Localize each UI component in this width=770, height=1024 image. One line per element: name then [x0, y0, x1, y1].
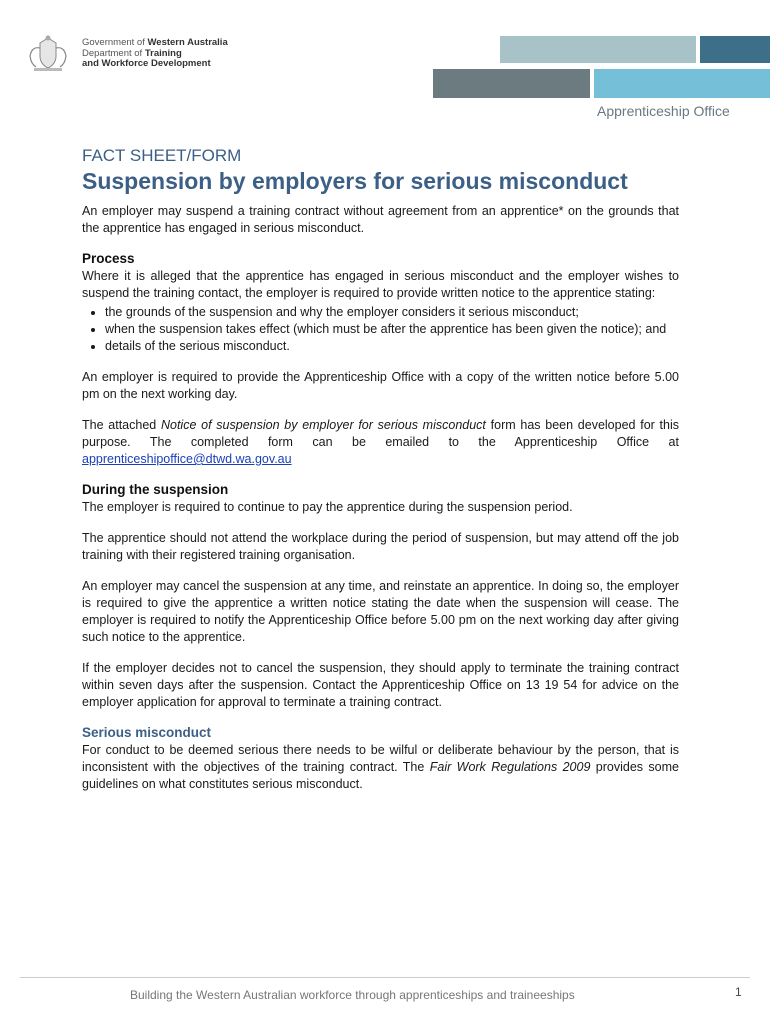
header-bar-light-teal: [500, 36, 696, 63]
list-item: • when the suspension takes effect (which must be after the apprentice has been given the notice); and: [105, 321, 679, 338]
list-item: • details of the serious misconduct.: [105, 338, 679, 355]
page-number: 1: [735, 985, 742, 999]
coat-of-arms-icon: [22, 34, 74, 74]
misconduct-heading: Serious misconduct: [82, 725, 212, 740]
header-bar-sky-blue: [594, 69, 770, 98]
intro-paragraph: An employer may suspend a training contract without agreement from an apprentice* on the grounds that the apprentice has engaged in serious misconduct.: [82, 204, 679, 235]
government-wordmark: Government of Western Australia Department of Training and Workforce Development: [82, 37, 228, 69]
footer-tagline: Building the Western Australian workforce through apprenticeships and traineeships: [130, 988, 575, 1002]
misconduct-paragraph: For conduct to be deemed serious there needs to be wilful or deliberate behaviour by the person, that is inconsistent with the objectives of the training contract. The Fair Work Regulations 2009 provides some guidelines on what constitutes serious misconduct.: [82, 743, 679, 791]
during-paragraph-4: If the employer decides not to cancel the suspension, they should apply to terminate the training contract within seven days after the suspension. Contact the Apprenticeship Office on 13 19 54 for advice on the employer application for approval to terminate a training contract.: [82, 661, 679, 709]
page-title: Suspension by employers for serious misconduct: [82, 168, 628, 194]
header-bar-grey: [433, 69, 590, 98]
process-paragraph-2: An employer is required to provide the Apprenticeship Office with a copy of the written notice before 5.00 pm on the next working day.: [82, 370, 679, 401]
process-paragraph: Where it is alleged that the apprentice has engaged in serious misconduct and the employer wishes to suspend the training contact, the employer is required to provide written notice to the apprentice stating:: [82, 269, 679, 300]
during-paragraph-1: The employer is required to continue to pay the apprentice during the suspension period.: [82, 500, 573, 514]
footer-divider: [20, 977, 750, 978]
during-heading: During the suspension: [82, 482, 229, 497]
office-label: Apprenticeship Office: [597, 103, 730, 119]
process-list: [82, 304, 679, 355]
during-paragraph-2: The apprentice should not attend the workplace during the period of suspension, but may attend off the job training with their registered training organisation.: [82, 531, 679, 562]
email-link[interactable]: apprenticeshipoffice@dtwd.wa.gov.au: [82, 452, 292, 466]
process-paragraph-3: The attached Notice of suspension by employer for serious misconduct form has been developed for this purpose. The completed form can be emailed to the Apprenticeship Office at apprenticeshipoffice@dtwd.wa.gov.au: [82, 418, 679, 466]
process-heading: Process: [82, 251, 135, 266]
during-paragraph-3: An employer may cancel the suspension at any time, and reinstate an apprentice. In doing so, the employer is required to give the apprentice a written notice stating the date when the suspension will cease. The employer is required to notify the Apprenticeship Office before 5.00 pm on the next working day after giving such notice to the apprentice.: [82, 579, 679, 644]
header-bar-dark-blue: [700, 36, 770, 63]
doc-kicker: FACT SHEET/FORM: [82, 146, 242, 165]
list-item: • the grounds of the suspension and why the employer considers it serious misconduct;: [105, 304, 679, 321]
document-body: [82, 146, 679, 807]
